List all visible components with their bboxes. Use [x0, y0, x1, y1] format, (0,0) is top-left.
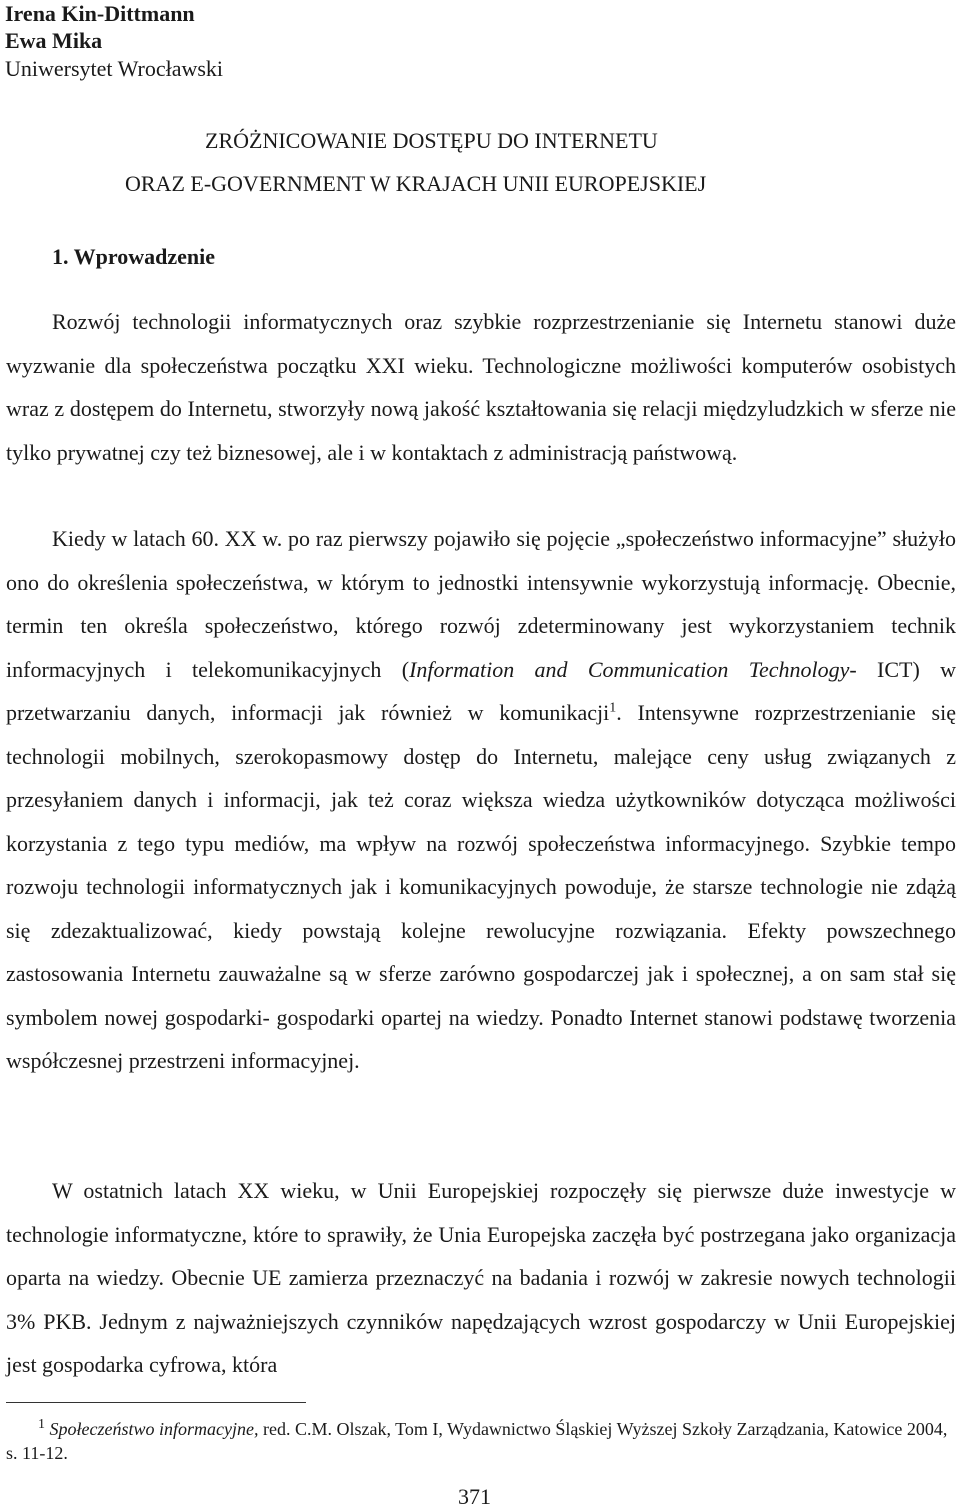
paper-title-line-1: ZRÓŻNICOWANIE DOSTĘPU DO INTERNETU [205, 128, 658, 153]
paragraph-2-text-c: . Intensywne rozprzestrzenianie się technologii mobilnych, szerokopasmowy dostęp do Internetu, malejące ceny usług związanych z przesyłaniem danych i informacji, jak też coraz większa wiedza użytkowników dotycząca możliwości korzystania z tego typu mediów, ma wpływ na rozwój społeczeństwa informacyjnego. Szybkie tempo rozwoju technologii informatycznych jak i komunikacyjnych powoduje, że starsze technologie nie zdążą się zdezaktualizować, kiedy powstają kolejne rewolucyjne rozwiązania. Efekty powszechnego zastosowania Internetu zauważalne są w sferze zarówno gospodarczej jak i społecznej, a on sam stał się symbolem nowej gospodarki- gospodarki opartej na wiedzy. Ponadto Internet stanowi podstawę tworzenia współczesnej przestrzeni informacyjnej. [6, 700, 956, 1073]
paragraph-1: Rozwój technologii informatycznych oraz szybkie rozprzestrzenianie się Internetu stanowi duże wyzwanie dla społeczeństwa początku XXI wieku. Technologiczne możliwości komputerów osobistych wraz z dostępem do Internetu, stworzyły nową jakość kształtowania się relacji międzyludzkich w sferze nie tylko prywatnej czy też biznesowej, ale i w kontaktach z administracją państwową. [6, 309, 956, 465]
footnote-marker: 1 [38, 1417, 45, 1432]
page-number: 371 [458, 1484, 491, 1509]
paragraph-2-text-a: Kiedy w latach 60. XX w. po raz pierwszy pojawiło się pojęcie „społeczeństwo informacyjne” służyło ono do określenia społeczeństwa, w którym to jednostki intensywnie wykorzystują informację. Obecnie, termin ten określa społeczeństwo, którego rozwój zdeterminowany jest wykorzystaniem technik informacyjnych i telekomunikacyjnych ( [6, 526, 956, 682]
footnote-separator [6, 1402, 306, 1403]
paragraph-2-italic-term: Information and Communication Technology [409, 656, 850, 682]
footnote-italic-title: Społeczeństwo informacyjne, [49, 1419, 259, 1439]
paragraph-3: W ostatnich latach XX wieku, w Unii Europejskiej rozpoczęły się pierwsze duże inwestycje w technologie informatyczne, które to sprawiły, że Unia Europejska zaczęła być postrzegana jako organizacja oparta na wiedzy. Obecnie UE zamierza przeznaczyć na badania i rozwój w zakresie nowych technologii 3% PKB. Jednym z najważniejszych czynników napędzających wzrost gospodarczy w Unii Europejskiej jest gospodarka cyfrowa, która [6, 1178, 956, 1378]
footnote-reference: 1 [609, 700, 617, 716]
section-heading: 1. Wprowadzenie [52, 244, 215, 269]
paper-title-line-2: ORAZ E-GOVERNMENT W KRAJACH UNII EUROPEJSKIEJ [125, 171, 707, 196]
author-affiliation: Uniwersytet Wrocławski [5, 56, 224, 81]
paragraph-2 [6, 517, 956, 1083]
paragraph-2-text-b: - ICT) w przetwarzaniu danych, informacji jak również w komunikacji [6, 656, 956, 725]
footnote-text: red. C.M. Olszak, Tom I, Wydawnictwo Śląskiej Wyższej Szkoły Zarządzania, Katowice 2004, s. 11-12. [6, 1419, 948, 1463]
footnote [6, 1417, 956, 1465]
author-name-2: Ewa Mika [5, 28, 103, 53]
author-name-1: Irena Kin-Dittmann [5, 1, 195, 26]
